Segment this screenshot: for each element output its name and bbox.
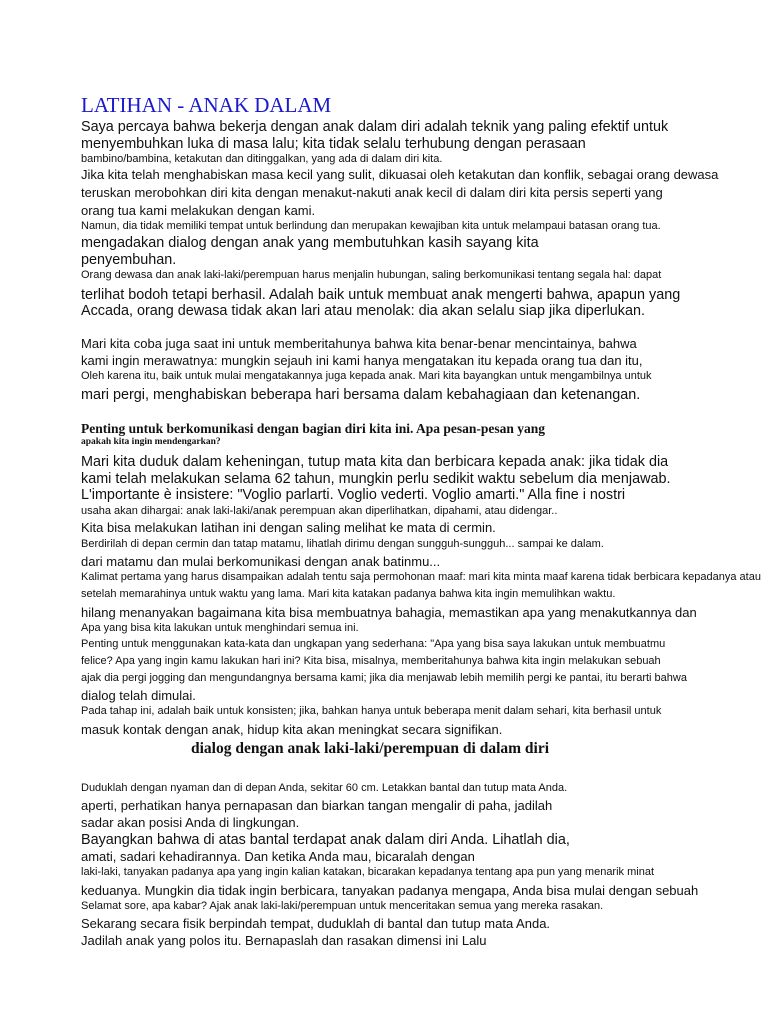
text-line: Oleh karena itu, baik untuk mulai mengatakannya juga kepada anak. Mari kita bayangkan untuk mengambilnya untuk <box>81 370 652 382</box>
text-line: penyembuhan. <box>81 252 177 268</box>
page-title: LATIHAN - ANAK DALAM <box>81 93 332 117</box>
section-subheading: apakah kita ingin mendengarkan? <box>81 437 221 447</box>
text-line: Kalimat pertama yang harus disampaikan adalah tentu saja permohonan maaf: mari kita minta maaf karena tidak berbicara kepadanya atau <box>81 571 761 583</box>
text-line: Penting untuk menggunakan kata-kata dan ungkapan yang sederhana: "Apa yang bisa saya lakukan untuk membuatmu <box>81 638 666 650</box>
text-line: kami telah melakukan selama 62 tahun, mungkin perlu sedikit waktu sebelum dia menjawab. <box>81 471 671 487</box>
text-line: masuk kontak dengan anak, hidup kita akan meningkat secara signifikan. <box>81 722 503 737</box>
text-line: aperti, perhatikan hanya pernapasan dan biarkan tangan mengalir di paha, jadilah <box>81 798 553 813</box>
text-line: dialog telah dimulai. <box>81 688 196 703</box>
text-line: orang tua kami melakukan dengan kami. <box>81 203 316 218</box>
text-line: sadar akan posisi Anda di lingkungan. <box>81 815 300 830</box>
text-line: Kita bisa melakukan latihan ini dengan saling melihat ke mata di cermin. <box>81 520 496 535</box>
text-line: mari pergi, menghabiskan beberapa hari bersama dalam kebahagiaan dan ketenangan. <box>81 387 641 403</box>
text-line: felice? Apa yang ingin kamu lakukan hari ini? Kita bisa, misalnya, memberitahunya bahwa kita ingin melakukan sebuah <box>81 655 661 667</box>
text-line: setelah memarahinya untuk waktu yang lama. Mari kita katakan padanya bahwa kita ingin memulihkan waktu. <box>81 588 616 600</box>
text-line: teruskan merobohkan diri kita dengan menakut-nakuti anak kecil di dalam diri kita persis seperti yang <box>81 185 663 200</box>
text-line: menyembuhkan luka di masa lalu; kita tidak selalu terhubung dengan perasaan <box>81 136 586 152</box>
text-line: Selamat sore, apa kabar? Ajak anak laki-laki/perempuan untuk menceritakan semua yang mereka rasakan. <box>81 900 604 912</box>
text-line: Duduklah dengan nyaman dan di depan Anda, sekitar 60 cm. Letakkan bantal dan tutup mata Anda. <box>81 782 568 794</box>
text-line: Accada, orang dewasa tidak akan lari atau menolak: dia akan selalu siap jika diperlukan. <box>81 303 645 319</box>
text-line: Mari kita duduk dalam keheningan, tutup mata kita dan berbicara kepada anak: jika tidak dia <box>81 454 669 470</box>
text-line: Jika kita telah menghabiskan masa kecil yang sulit, dikuasai oleh ketakutan dan konflik, sebagai orang dewasa <box>81 167 719 182</box>
text-line: Bayangkan bahwa di atas bantal terdapat anak dalam diri Anda. Lihatlah dia, <box>81 832 570 848</box>
text-line: Orang dewasa dan anak laki-laki/perempuan harus menjalin hubungan, saling berkomunikasi tentang segala hal: dapat <box>81 269 662 281</box>
text-line: keduanya. Mungkin dia tidak ingin berbicara, tanyakan padanya mengapa, Anda bisa mulai dengan sebuah <box>81 883 699 898</box>
section-heading: Penting untuk berkomunikasi dengan bagian diri kita ini. Apa pesan-pesan yang <box>81 421 546 436</box>
text-line: amati, sadari kehadirannya. Dan ketika Anda mau, bicaralah dengan <box>81 849 475 864</box>
text-line: kami ingin merawatnya: mungkin sejauh ini kami hanya mengatakan itu kepada orang tua dan itu, <box>81 353 643 368</box>
text-line: dari matamu dan mulai berkomunikasi dengan anak batinmu... <box>81 554 441 569</box>
text-line: usaha akan dihargai: anak laki-laki/anak perempuan akan diperlihatkan, dipahami, atau didengar.. <box>81 505 558 517</box>
text-line: Apa yang bisa kita lakukan untuk menghindari semua ini. <box>81 622 359 634</box>
text-line: L'importante è insistere: "Voglio parlarti. Voglio vederti. Voglio amarti." Alla fine i nostri <box>81 487 626 503</box>
text-line: laki-laki, tanyakan padanya apa yang ingin kalian katakan, bicarakan kepadanya tentang apa pun yang menarik minat <box>81 866 654 878</box>
text-line: Jadilah anak yang polos itu. Bernapaslah dan rasakan dimensi ini Lalu <box>81 933 487 948</box>
text-line: terlihat bodoh tetapi berhasil. Adalah baik untuk membuat anak mengerti bahwa, apapun yang <box>81 287 681 303</box>
section-heading: dialog dengan anak laki-laki/perempuan di dalam diri <box>191 740 550 757</box>
text-line: Pada tahap ini, adalah baik untuk konsisten; jika, bahkan hanya untuk beberapa menit dalam sehari, kita berhasil untuk <box>81 705 662 717</box>
text-line: Sekarang secara fisik berpindah tempat, duduklah di bantal dan tutup mata Anda. <box>81 916 551 931</box>
text-line: ajak dia pergi jogging dan mengundangnya bersama kami; jika dia menjawab lebih memilih pergi ke pantai, itu berarti bahwa <box>81 672 687 684</box>
text-line: Mari kita coba juga saat ini untuk memberitahunya bahwa kita benar-benar mencintainya, bahwa <box>81 336 637 351</box>
text-line: Namun, dia tidak memiliki tempat untuk berlindung dan merupakan kewajiban kita untuk melampaui batasan orang tua. <box>81 220 661 232</box>
text-line: mengadakan dialog dengan anak yang membutuhkan kasih sayang kita <box>81 235 539 251</box>
text-line: Saya percaya bahwa bekerja dengan anak dalam diri adalah teknik yang paling efektif untuk <box>81 119 669 135</box>
text-line: Berdirilah di depan cermin dan tatap matamu, lihatlah dirimu dengan sungguh-sungguh... sampai ke dalam. <box>81 538 604 550</box>
text-line: hilang menanyakan bagaimana kita bisa membuatnya bahagia, memastikan apa yang menakutkannya dan <box>81 605 697 620</box>
text-line: bambino/bambina, ketakutan dan ditinggalkan, yang ada di dalam diri kita. <box>81 153 443 165</box>
